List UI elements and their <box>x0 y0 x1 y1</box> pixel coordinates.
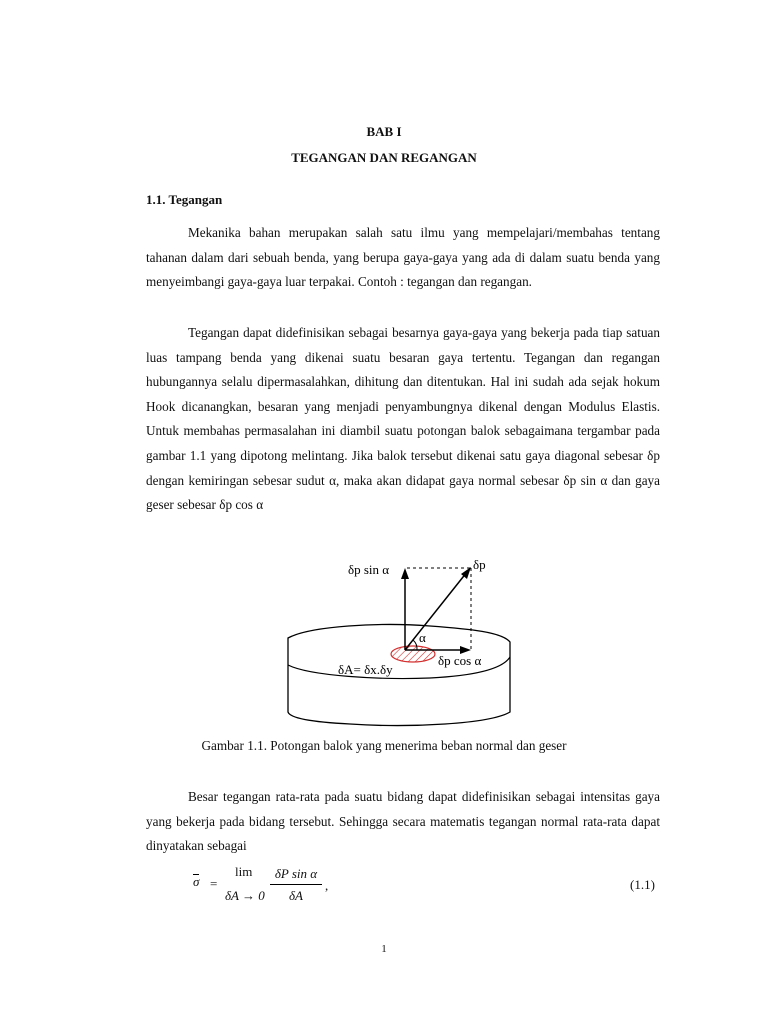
beam-block <box>288 625 510 726</box>
label-dp-sin: δp sin α <box>348 562 390 577</box>
eq-lim: lim <box>235 864 253 879</box>
paragraph-definition: Tegangan dapat didefinisikan sebagai besarnya gaya-gaya yang bekerja pada tiap satuan luas tampang benda yang dikenai suatu besaran gaya tertentu. Tegangan dan regangan hubungannya selalu dipermasalahkan, dihitung dan ditentukan. Hal ini sudah ada sejak hokum Hook dicanangkan, besaran yang menjadi penyambungnya dikenal dengan Modulus Elastis. Untuk membahas permasalahan ini diambil suatu potongan balok sebagaimana tergambar pada gambar 1.1 yang dipotong melintang. Jika balok tersebut dikenai satu gaya diagonal sebesar δp dengan kemiringan sebesar sudut α, maka akan didapat gaya normal sebesar δp sin α dan gaya geser sebesar δp cos α <box>146 325 660 513</box>
paragraph-intro: Mekanika bahan merupakan salah satu ilmu yang mempelajari/membahas tentang tahanan dalam dari sebuah benda, yang berupa gaya-gaya yang ada di dalam suatu benda yang menyeimbangi gaya-gaya luar terpakai. Contoh : tegangan dan regangan. <box>146 225 660 290</box>
page-number: 1 <box>381 943 387 955</box>
label-dp: δp <box>473 557 486 572</box>
chapter-label: BAB I <box>366 124 402 139</box>
equation-number: (1.1) <box>630 877 655 892</box>
section-heading: 1.1. Tegangan <box>146 192 223 207</box>
figure-caption: Gambar 1.1. Potongan balok yang menerima beban normal dan geser <box>201 738 567 753</box>
eq-limit-sub: δA → 0 <box>225 888 265 903</box>
label-dp-cos: δp cos α <box>438 653 482 668</box>
eq-equals: = <box>210 876 218 891</box>
eq-comma: , <box>325 878 329 893</box>
eq-numerator: δP sin α <box>274 866 318 881</box>
figure-beam-section <box>270 552 530 732</box>
paragraph-average-stress: Besar tegangan rata-rata pada suatu bidang dapat didefinisikan sebagai intensitas gaya yang bekerja pada bidang tersebut. Sehingga secara matematis tegangan normal rata-rata dapat dinyatakan sebagai <box>146 789 660 854</box>
label-alpha: α <box>419 630 426 645</box>
label-dA: δA= δx.δy <box>338 662 393 677</box>
eq-fraction-bar <box>270 884 322 885</box>
arrow-normal-head <box>401 568 409 579</box>
hatched-area-dA <box>391 646 435 662</box>
eq-sigma: σ <box>193 874 200 889</box>
chapter-title: TEGANGAN DAN REGANGAN <box>291 150 477 165</box>
eq-denominator: δA <box>289 888 303 903</box>
